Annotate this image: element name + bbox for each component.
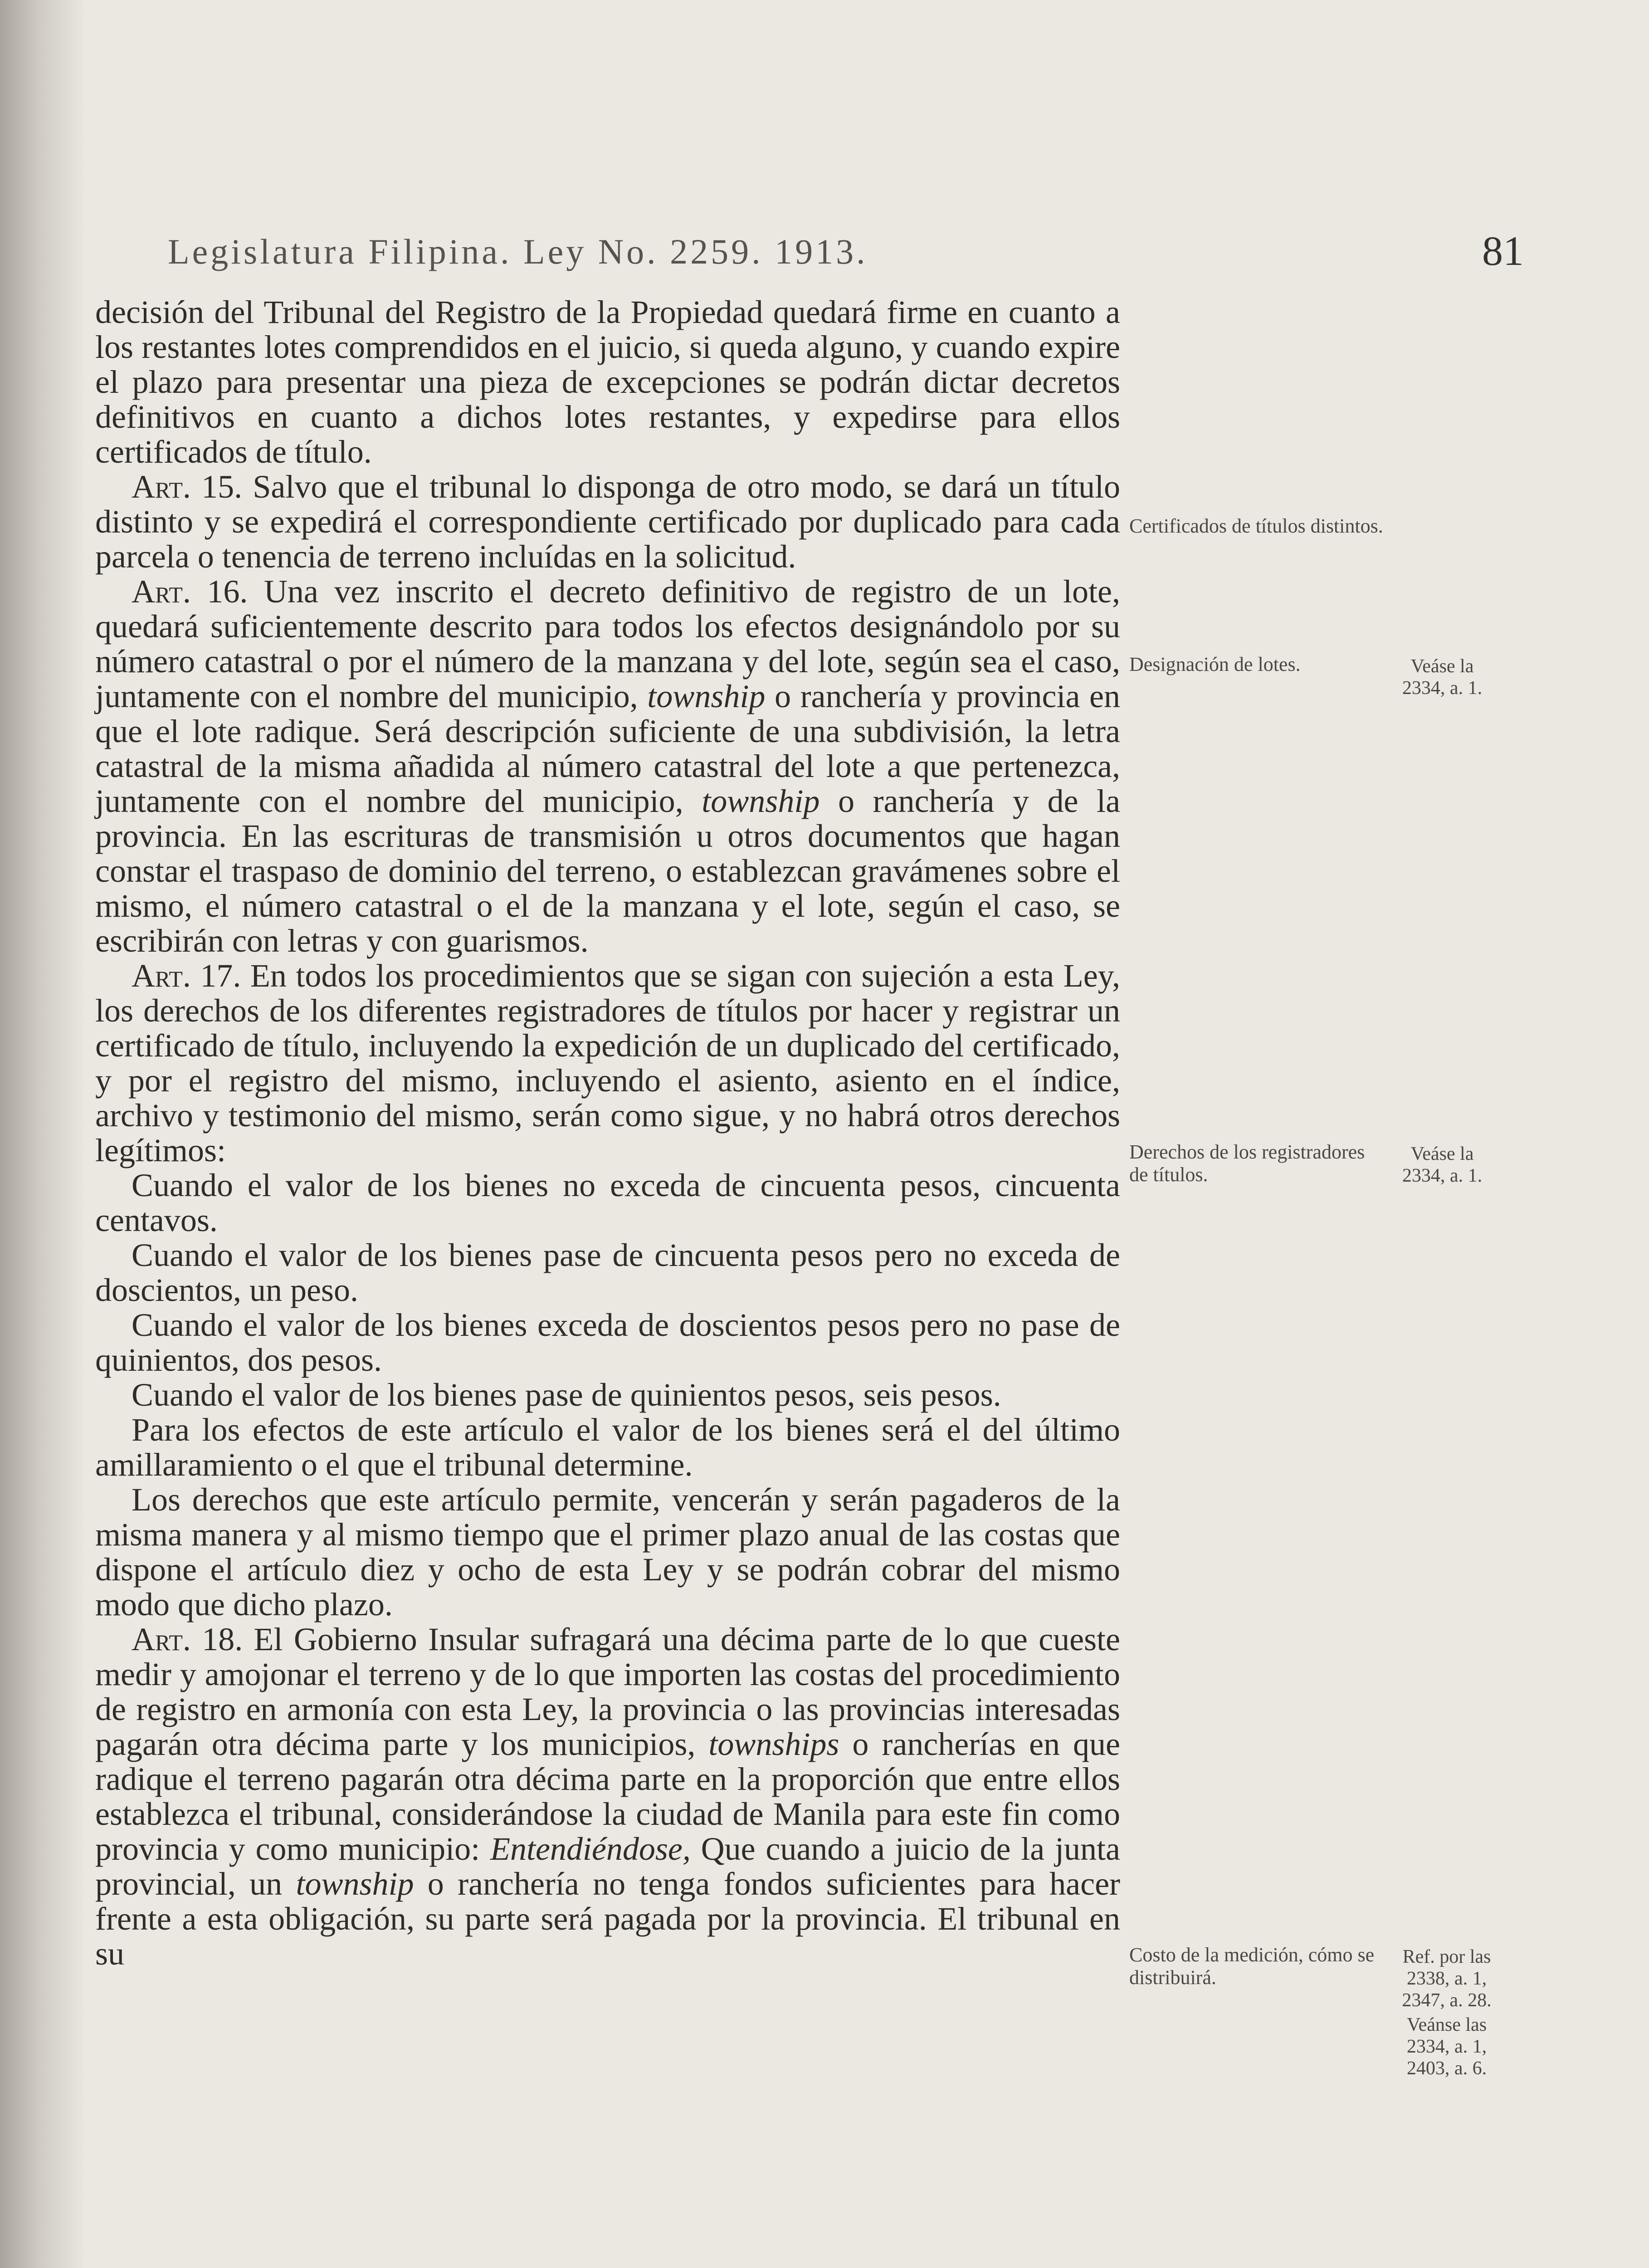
article-17-text: En todos los procedimientos que se sigan con sujeción a esta Ley, los derechos de los diferentes registradores de títulos por hacer y registrar un certificado de título, incluyendo la expedición de un duplicado del certificado, y por el registro del mismo, incluyendo el asiento, asiento en el índice, archivo y testimonio del mismo, serán como sigue, y no habrá otros derechos legítimos: — [95, 958, 1121, 1168]
article-16-text-c: o ranchería y de la provincia. En las escrituras de transmisión u otros documentos que hagan constar el traspaso de dominio del terreno, o establezcan gravámenes sobre el mismo, el número catastral o el de la manzana y el lote, según el caso, se escribirán con letras y con guarismos. — [95, 783, 1121, 959]
township-term: township — [702, 783, 820, 819]
cross-ref-art18-b: Veánse las 2334, a. 1, 2403, a. 6. — [1406, 2014, 1487, 2079]
paragraph-decision: decisión del Tribunal del Registro de la Propiedad quedará firme en cuanto a los restantes lotes comprendidos en el juicio, si queda alguno, y cuando expire el plazo para presentar una pieza de excepciones se podrán dictar decretos definitivos en cuanto a dichos lotes restantes, y expedirse para ellos certificados de título. — [95, 294, 1120, 470]
article-18-text-c: Que cuando a juicio de la junta provincial, un — [95, 1831, 1120, 1902]
margin-note-art18: Costo de la medición, cómo se distribuirá. — [1129, 1944, 1375, 1989]
fee-clause-4: Cuando el valor de los bienes pase de quinientos pesos, seis pesos. — [132, 1377, 1001, 1413]
article-16-text-a: Una vez inscrito el decreto definitivo de registro de un lote, quedará suficientemente descrito para todos los efectos designándolo por su número catastral o por el número de la manzana y del lote, según sea el caso, juntamente con el nombre del municipio, — [95, 573, 1120, 714]
article-16-label: Art. 16. — [132, 573, 248, 610]
township-term: township — [296, 1866, 414, 1902]
cross-ref-art17: Veáse la 2334, a. 1. — [1402, 1144, 1483, 1186]
paragraph-derechos: Los derechos que este artículo permite, vencerán y serán pagaderos de la misma manera y al mismo tiempo que el primer plazo anual de las costas que dispone el artículo diez y ocho de esta Ley y se podrán cobrar del mismo modo que dicho plazo. — [95, 1481, 1120, 1623]
margin-note-art15: Certificados de títulos distintos. — [1129, 515, 1383, 537]
page-number: 81 — [1482, 228, 1524, 274]
article-15 — [95, 469, 1120, 574]
article-15-text: Salvo que el tribunal lo disponga de otro modo, se dará un título distinto y se expedirá el correspondiente certificado por duplicado para cada parcela o tenencia de terreno incluídas en la solicitud. — [95, 469, 1120, 575]
article-18-text-a: El Gobierno Insular sufragará una décima parte de lo que cueste medir y amojonar el terreno y de lo que importen las costas del procedimiento de registro en armonía con esta Ley, la provincia o las provincias interesadas pagarán otra décima parte y los municipios, — [95, 1621, 1121, 1762]
margin-note-art17: Derechos de los registradores de títulos. — [1129, 1141, 1365, 1186]
page-binding-shadow — [0, 0, 86, 2268]
fee-clause-1: Cuando el valor de los bienes no exceda de cincuenta pesos, cincuenta centavos. — [95, 1167, 1120, 1238]
township-term: township — [647, 678, 766, 714]
running-head: Legislatura Filipina. Ley No. 2259. 1913. — [168, 232, 868, 271]
article-16 — [95, 574, 1120, 958]
page-header — [168, 227, 1524, 281]
article-17-label: Art. 17. — [132, 958, 241, 994]
article-15-label: Art. 15. — [132, 469, 243, 505]
cross-ref-art16: Veáse la 2334, a. 1. — [1402, 656, 1483, 699]
fee-clause-3: Cuando el valor de los bienes exceda de doscientos pesos pero no pase de quinientos, dos pesos. — [95, 1307, 1120, 1378]
entendiendose-term: Entendiéndose, — [490, 1831, 691, 1867]
article-18-text-b: o rancherías en que radique el terreno pagarán otra décima parte en la proporción que entre ellos establezca el tribunal, considerándose la ciudad de Manila para este fin como provincia y como municipio: — [95, 1726, 1121, 1867]
paragraph-valor: Para los efectos de este artículo el valor de los bienes será el del último amillaramiento o el que el tribunal determine. — [95, 1412, 1120, 1483]
article-18-label: Art. 18. — [132, 1621, 243, 1657]
margin-note-art16: Designación de lotes. — [1129, 653, 1301, 675]
article-18 — [95, 1622, 1120, 1971]
article-18-text-d: o ranchería no tenga fondos suficientes para hacer frente a esta obligación, su parte será pagada por la provincia. El tribunal en su — [95, 1866, 1121, 1972]
cross-ref-art18-a: Ref. por las 2338, a. 1, 2347, a. 28. — [1402, 1946, 1492, 2011]
fee-clause-2: Cuando el valor de los bienes pase de cincuenta pesos pero no exceda de doscientos, un peso. — [95, 1237, 1120, 1308]
article-16-text-b: o ranchería y provincia en que el lote radique. Será descripción suficiente de una subdivisión, la letra catastral de la misma añadida al número catastral del lote a que pertenezca, juntamente con el nombre del municipio, — [95, 678, 1121, 819]
main-text — [95, 295, 1120, 1971]
townships-term: townships — [708, 1726, 839, 1762]
article-17 — [95, 958, 1120, 1168]
